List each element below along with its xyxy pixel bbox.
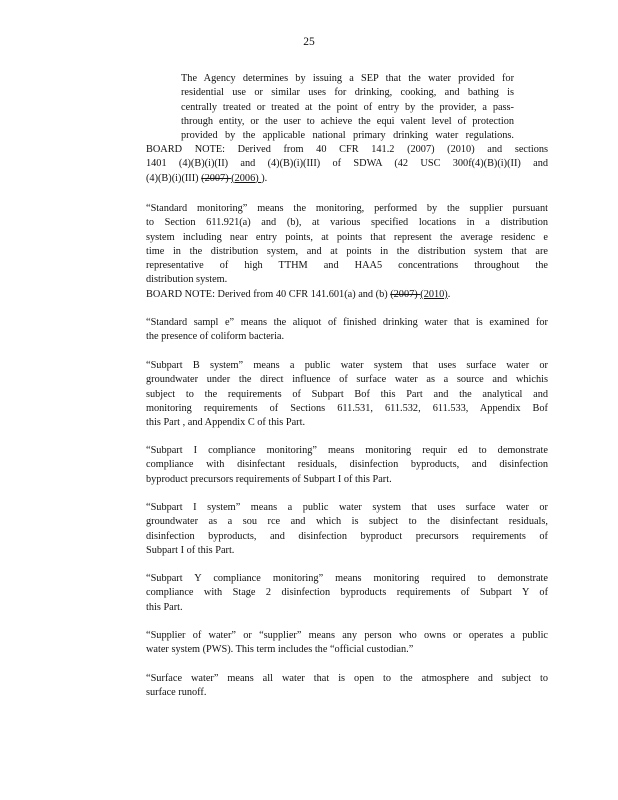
definition-standard-sample: [146, 316, 548, 345]
board-note-end: .: [447, 288, 451, 300]
text-line: groundwater as a sou rce and which is subject to the disinfectant residuals,: [146, 516, 548, 528]
inserted-text: (2006): [231, 172, 262, 184]
text-line: groundwater under the direct influence of surface water as a source and whichis: [146, 374, 548, 386]
text-line: to Section 611.921(a) and (b), at various specified locations in a distribution: [146, 217, 548, 229]
deleted-text: (2007): [390, 288, 421, 300]
text-line: this Part , and Appendix C of this Part.: [146, 417, 306, 429]
text-line: compliance with Stage 2 disinfection byproducts requirements of Subpart Y of: [146, 587, 548, 599]
citation-text: (4)(B)(i)(III): [146, 172, 202, 184]
sep-paragraph: [181, 72, 514, 143]
text-line: “Subpart I compliance monitoring” means monitoring requir ed to demonstrate: [146, 445, 548, 456]
text-line: “Standard sampl e” means the aliquot of finished drinking water that is examined for: [146, 317, 548, 328]
text-line: compliance with disinfectant residuals, disinfection byproducts, and disinfection: [146, 459, 548, 471]
definition-surface-water: [146, 672, 548, 701]
text-line: BOARD NOTE: Derived from 40 CFR 141.2 (2007) (2010) and sections: [146, 144, 548, 155]
board-note-line: [146, 288, 548, 302]
definition-supplier-of-water: [146, 629, 548, 658]
text-line: provided by the applicable national primary drinking water regulations.: [181, 130, 514, 142]
definition-subpart-b-system: [146, 359, 548, 430]
text-line: the presence of coliform bacteria.: [146, 331, 285, 343]
citation-end: ).: [261, 172, 268, 184]
text-line: through entity, or the user to achieve the equi valent level of protection: [181, 115, 514, 127]
text-line: byproduct precursors requirements of Subpart I of this Part.: [146, 473, 392, 485]
text-line: “Standard monitoring” means the monitoring, performed by the supplier pursuant: [146, 203, 548, 214]
text-line: subject to the requirements of Subpart Bof this Part and the analytical and: [146, 388, 548, 400]
text-line: surface runoff.: [146, 687, 207, 699]
deleted-text: (2007): [201, 172, 232, 184]
definition-subpart-i-compliance-monitoring: [146, 444, 548, 487]
text-line: “Subpart I system” means a public water system that uses surface water or: [146, 502, 548, 513]
sep-board-note: [146, 143, 548, 186]
text-line: 1401 (4)(B)(i)(II) and (4)(B)(i)(III) of SDWA (42 USC 300f(4)(B)(i)(II) and: [146, 158, 548, 170]
text-line: “Supplier of water” or “supplier” means any person who owns or operates a public: [146, 630, 548, 641]
definition-standard-monitoring: [146, 202, 548, 302]
text-line: monitoring requirements of Sections 611.531, 611.532, 611.533, Appendix Bof: [146, 402, 548, 414]
definition-subpart-i-system: [146, 501, 548, 558]
board-note-text: BOARD NOTE: Derived from 40 CFR 141.601(a) and (b): [146, 288, 391, 300]
inserted-text: (2010): [420, 288, 448, 300]
text-line: centrally treated or treated at the point of entry by the provider, a pass-: [181, 101, 514, 113]
text-line: “Subpart Y compliance monitoring” means monitoring required to demonstrate: [146, 573, 548, 584]
text-line: “Surface water” means all water that is open to the atmosphere and subject to: [146, 673, 548, 684]
citation-line: [146, 172, 548, 186]
text-line: residential use or similar uses for drinking, cooking, and bathing is: [181, 87, 514, 99]
page-number: 25: [303, 36, 315, 48]
definition-subpart-y-compliance-monitoring: [146, 572, 548, 615]
text-line: time in the distribution system, and at points in the distribution system that are: [146, 245, 548, 257]
text-line: The Agency determines by issuing a SEP that the water provided for: [181, 73, 514, 84]
text-line: “Subpart B system” means a public water system that uses surface water or: [146, 360, 548, 371]
text-line: this Part.: [146, 601, 183, 613]
text-line: distribution system.: [146, 274, 228, 286]
text-line: representative of high TTHM and HAA5 concentrations throughout the: [146, 260, 548, 272]
text-line: Subpart I of this Part.: [146, 544, 235, 556]
text-line: water system (PWS). This term includes the “official custodian.”: [146, 644, 414, 656]
text-line: system including near entry points, at points that represent the average residenc e: [146, 231, 548, 243]
text-line: disinfection byproducts, and disinfection byproduct precursors requirements of: [146, 530, 548, 542]
